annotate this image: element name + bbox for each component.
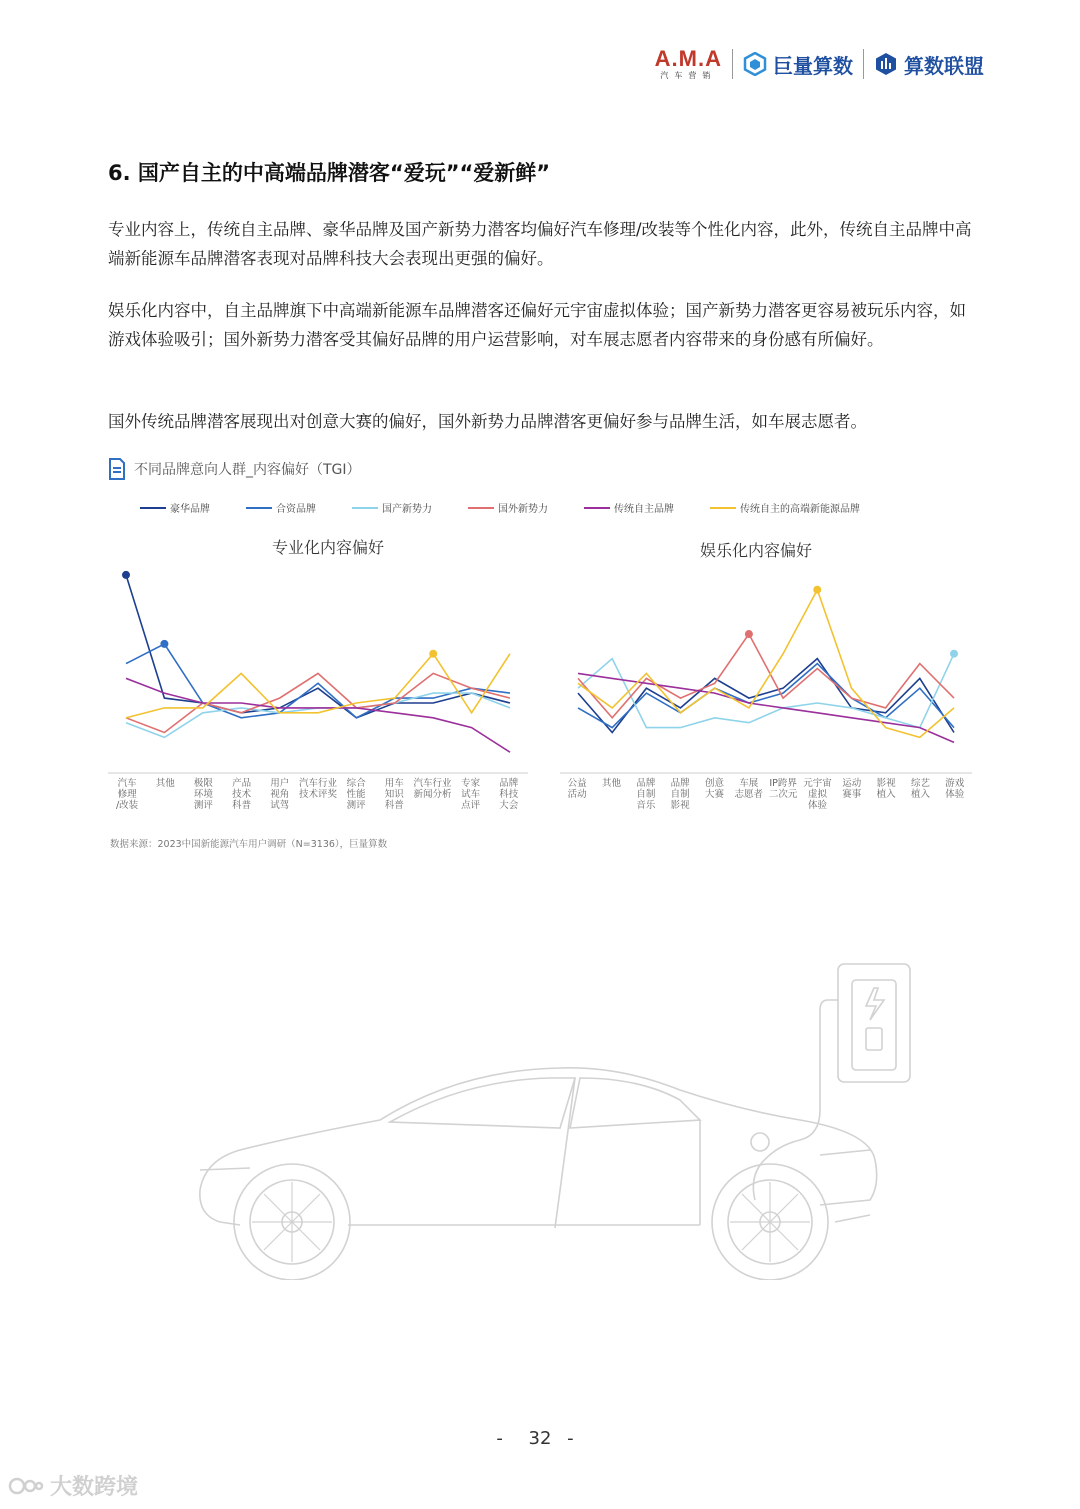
watermark-text: 大数跨境 [50,1475,139,1500]
x-tick-label: 综合 性能 测评 [346,778,366,811]
series-peak-point [122,571,130,579]
x-tick-label: 影视 植入 [876,778,896,800]
x-tick-label: 元宇宙 虚拟 体验 [803,778,832,811]
chart-legend [140,500,960,515]
x-tick-label: 极限 环境 测评 [193,778,213,811]
series-peak-point [813,586,821,594]
chart-caption-text: 不同品牌意向人群_内容偏好（TGI） [134,462,361,478]
suanshu-logo-text: 算数联盟 [904,53,984,78]
x-tick-label: 品牌 科技 大会 [499,778,519,811]
x-tick-label: 产品 技术 科普 [232,778,252,811]
ama-logo-text: A.M.A [654,46,722,71]
legend-item [468,500,548,515]
x-tick-label: 公益 活动 [567,778,587,800]
professional-content-chart [108,560,528,775]
series-peak-point [160,640,168,648]
x-tick-label: 车展 志愿者 [734,778,764,800]
juliang-logo-text: 巨量算数 [773,53,853,78]
x-tick-label: 汽车行业 技术评奖 [298,778,337,800]
series-line [578,664,954,728]
legend-label: 传统自主的高端新能源品牌 [740,504,860,515]
paragraph-professional: 专业内容上，传统自主品牌、豪华品牌及国产新势力潜客均偏好汽车修理/改装等个性化内容，此外，传统自主品牌中高端新能源车品牌潜客表现对品牌科技大会表现出更强的偏好。 [108,220,972,268]
chart-title-professional: 专业化内容偏好 [272,538,385,557]
paragraph-foreign: 国外传统品牌潜客展现出对创意大赛的偏好，国外新势力品牌潜客更偏好参与品牌生活，如车展志愿者。 [108,412,867,431]
x-tick-label: 品牌 自制 影视 [670,778,690,811]
x-tick-label: 运动 赛事 [842,778,862,800]
x-tick-label: 其他 [155,778,175,789]
x-tick-label: 游戏 体验 [945,778,965,800]
series-peak-point [745,630,753,638]
x-tick-label: 专家 试车 点评 [461,778,481,811]
legend-item [352,500,432,515]
juliang-logo [743,50,853,79]
legend-swatch [140,507,166,509]
car-charging-illustration [180,960,920,1280]
x-tick-label: 用户 视角 试驾 [270,778,290,811]
x-tick-label: 创意 大赛 [704,778,724,800]
page-number-value: 32 [528,1428,552,1449]
series-line [126,575,510,718]
series-peak-point [950,650,958,658]
entertainment-x-labels [560,778,972,811]
logo-divider [732,49,733,79]
legend-swatch [246,507,272,509]
paragraph-entertainment: 娱乐化内容中，自主品牌旗下中高端新能源车品牌潜客还偏好元宇宙虚拟体验；国产新势力潜客更容易被玩乐内容，如游戏体验吸引；国外新势力潜客受其偏好品牌的用户运营影响，对车展志愿者内容带来的身份感有所偏好。 [108,301,966,349]
suanshu-logo [874,50,984,79]
watermark [8,1470,138,1501]
legend-item [710,500,860,515]
page-number: - 32 - [496,1428,584,1449]
document-icon [108,458,126,480]
section-title: 6. 国产自主的中高端品牌潜客“爱玩”“爱新鲜” [108,161,551,185]
legend-swatch [468,507,494,509]
series-line [126,678,510,752]
x-tick-label: 综艺 植入 [910,778,930,800]
legend-item [246,500,316,515]
ama-logo-subtext: 汽车营销 [660,71,717,80]
series-peak-point [429,650,437,658]
legend-label: 传统自主品牌 [614,504,674,515]
x-tick-label: 用车 知识 科普 [384,778,404,811]
ama-logo [655,48,722,80]
data-source: 数据来源：2023中国新能源汽车用户调研（N=3136），巨量算数 [110,839,388,850]
x-tick-label: 汽车 修理 /改装 [115,778,139,811]
x-tick-label: IP跨界 二次元 [768,778,798,800]
x-tick-label: 其他 [601,778,621,789]
legend-label: 国产新势力 [382,504,432,515]
watermark-logo-icon [8,1473,44,1499]
chart-caption [108,458,361,480]
legend-swatch [710,507,736,509]
legend-item [140,500,210,515]
chart-title-entertainment: 娱乐化内容偏好 [700,541,813,560]
entertainment-content-chart [560,560,972,775]
header-logos [655,48,984,80]
juliang-hexagon-icon [743,52,767,76]
legend-label: 豪华品牌 [170,504,210,515]
logo-divider [863,49,864,79]
professional-x-labels [108,778,528,811]
legend-swatch [584,507,610,509]
legend-label: 国外新势力 [498,504,548,515]
x-tick-label: 品牌 自制 音乐 [636,778,656,811]
legend-label: 合资品牌 [276,504,316,515]
suanshu-shield-icon [874,52,898,76]
legend-item [584,500,674,515]
legend-swatch [352,507,378,509]
x-tick-label: 汽车行业 新闻分析 [413,778,452,800]
